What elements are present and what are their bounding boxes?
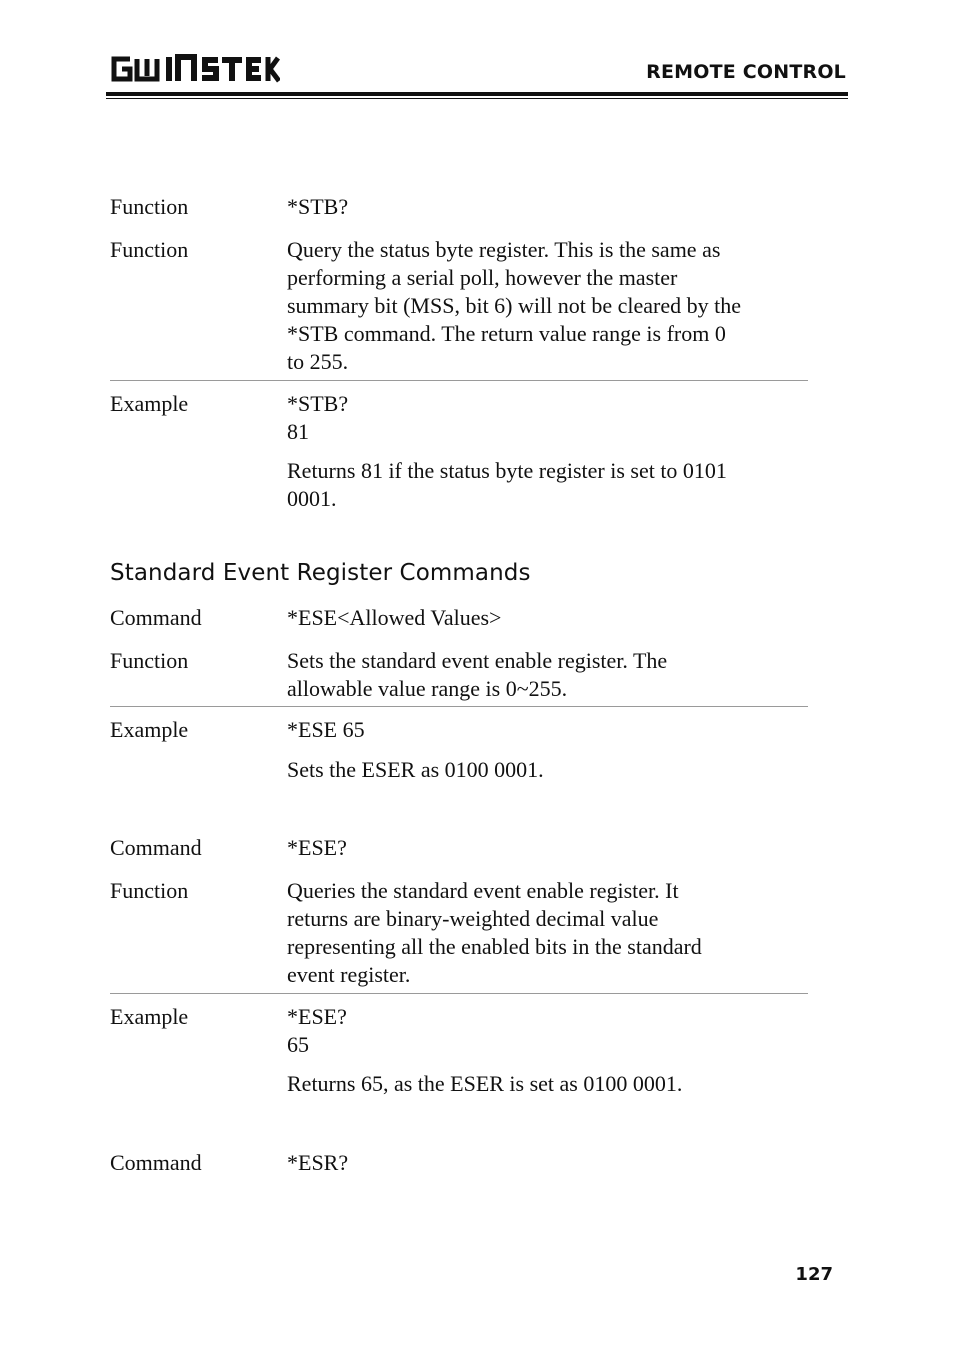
note-line: Returns 81 if the status byte register is set to 0101 bbox=[287, 458, 727, 483]
row-label: Command bbox=[110, 605, 202, 630]
function-line: returns are binary-weighted decimal value bbox=[287, 906, 659, 931]
page-number: 127 bbox=[795, 1264, 833, 1285]
function-line: allowable value range is 0~255. bbox=[287, 676, 568, 701]
section-title: REMOTE CONTROL bbox=[646, 61, 846, 83]
example-line: *ESE? bbox=[287, 1004, 347, 1029]
example-line: *STB? bbox=[287, 391, 349, 416]
note-line: 0001. bbox=[287, 486, 337, 511]
row-label: Function bbox=[110, 194, 189, 219]
function-line: Query the status byte register. This is the same as bbox=[287, 237, 721, 262]
note-line: Returns 65, as the ESER is set as 0100 0001. bbox=[287, 1071, 683, 1096]
row-label: Example bbox=[110, 717, 189, 742]
gw-instek-logo bbox=[108, 52, 280, 86]
command-value: *ESE? bbox=[287, 835, 347, 860]
function-line: performing a serial poll, however the master bbox=[287, 265, 678, 290]
header-rule-thick bbox=[106, 92, 848, 96]
function-line: summary bit (MSS, bit 6) will not be cleared by the bbox=[287, 293, 741, 318]
example-line: 81 bbox=[287, 419, 309, 444]
header-rule-thin bbox=[106, 98, 848, 99]
row-label: Function bbox=[110, 648, 189, 673]
command-value: *STB? bbox=[287, 194, 349, 219]
row-label: Function bbox=[110, 237, 189, 262]
row-label: Function bbox=[110, 878, 189, 903]
function-line: to 255. bbox=[287, 349, 349, 374]
function-line: event register. bbox=[287, 962, 411, 987]
example-line: *ESE 65 bbox=[287, 717, 365, 742]
row-divider bbox=[110, 380, 808, 381]
command-value: *ESE<Allowed Values> bbox=[287, 605, 502, 630]
function-line: Sets the standard event enable register. The bbox=[287, 648, 668, 673]
function-line: representing all the enabled bits in the standard bbox=[287, 934, 702, 959]
row-divider bbox=[110, 706, 808, 707]
row-label: Example bbox=[110, 391, 189, 416]
example-line: 65 bbox=[287, 1032, 309, 1057]
row-divider bbox=[110, 993, 808, 994]
function-line: Queries the standard event enable register. It bbox=[287, 878, 679, 903]
row-label: Command bbox=[110, 1150, 202, 1175]
row-label: Command bbox=[110, 835, 202, 860]
section-heading: Standard Event Register Commands bbox=[110, 560, 531, 586]
note-line: Sets the ESER as 0100 0001. bbox=[287, 757, 544, 782]
row-label: Example bbox=[110, 1004, 189, 1029]
function-line: *STB command. The return value range is from 0 bbox=[287, 321, 726, 346]
command-value: *ESR? bbox=[287, 1150, 349, 1175]
